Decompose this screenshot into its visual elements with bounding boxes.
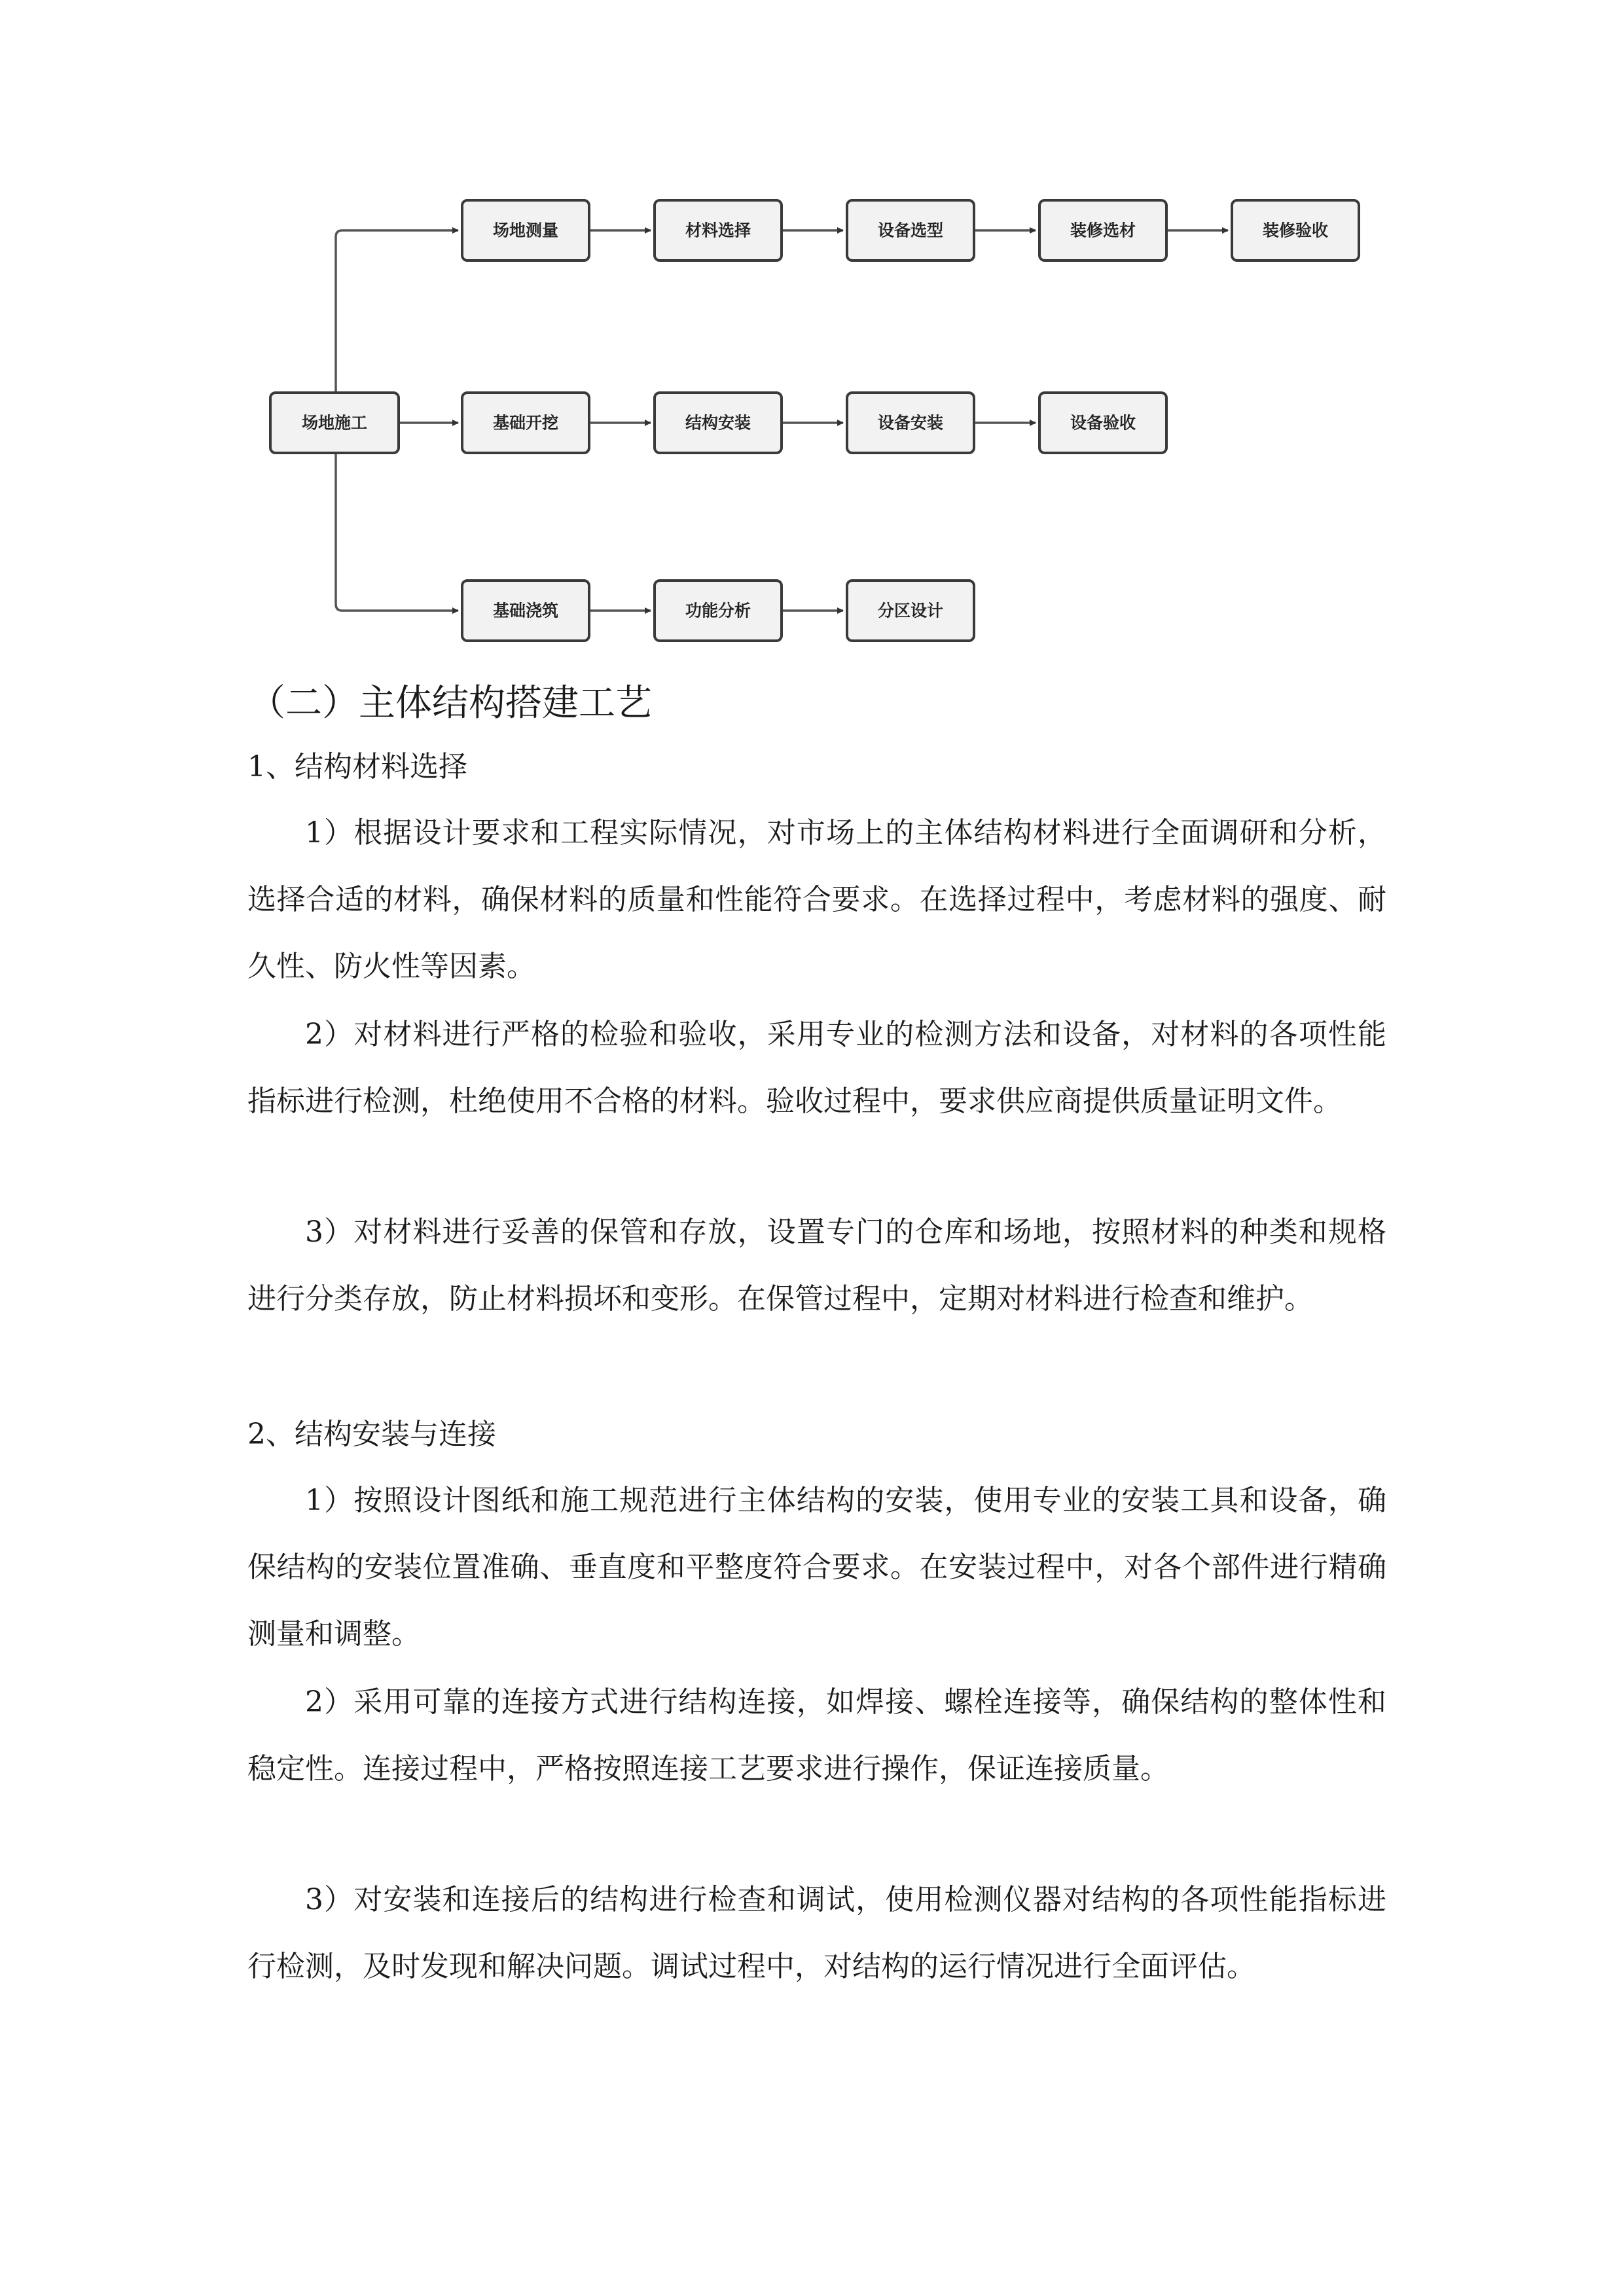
paragraph: 3）对材料进行妥善的保管和存放，设置专门的仓库和场地，按照材料的种类和规格进行分类存放，防止材料损坏和变形。在保管过程中，定期对材料进行检查和维护。 <box>247 1215 1386 1316</box>
svg-text:装修验收: 装修验收 <box>1262 221 1329 240</box>
flow-node <box>655 581 782 641</box>
svg-text:功能分析: 功能分析 <box>685 601 751 620</box>
svg-text:材料选择: 材料选择 <box>685 221 751 240</box>
paragraph: 2）对材料进行严格的检验和验收，采用专业的检测方法和设备，对材料的各项性能指标进行检测，杜绝使用不合格的材料。验收过程中，要求供应商提供质量证明文件。 <box>247 1018 1386 1118</box>
subsection-title: 1、结构材料选择 <box>247 750 467 783</box>
edge-root-row3 <box>336 453 458 611</box>
flow-node <box>655 200 782 260</box>
paragraph: 3）对安装和连接后的结构进行检查和调试，使用检测仪器对结构的各项性能指标进行检测，及时发现和解决问题。调试过程中，对结构的运行情况进行全面评估。 <box>247 1883 1386 1983</box>
svg-text:设备选型: 设备选型 <box>877 221 944 240</box>
subsection-title: 2、结构安装与连接 <box>247 1418 496 1451</box>
svg-text:基础开挖: 基础开挖 <box>492 413 559 433</box>
flow-node <box>462 393 589 453</box>
flow-node <box>1232 200 1359 260</box>
svg-text:设备验收: 设备验收 <box>1070 413 1136 433</box>
edge-root-row1 <box>336 230 458 393</box>
section-heading: （二）主体结构搭建工艺 <box>249 682 652 725</box>
flow-node <box>1039 200 1166 260</box>
flow-node <box>847 581 974 641</box>
flow-node <box>847 200 974 260</box>
svg-text:场地测量: 场地测量 <box>492 221 559 240</box>
svg-text:设备安装: 设备安装 <box>877 413 944 433</box>
flow-node <box>462 581 589 641</box>
svg-text:结构安装: 结构安装 <box>685 413 751 433</box>
flow-node <box>462 200 589 260</box>
flow-node-root <box>270 393 399 453</box>
paragraph: 2）采用可靠的连接方式进行结构连接，如焊接、螺栓连接等，确保结构的整体性和稳定性。连接过程中，严格按照连接工艺要求进行操作，保证连接质量。 <box>247 1685 1386 1785</box>
process-flowchart <box>0 0 1624 661</box>
flow-node <box>847 393 974 453</box>
svg-text:基础浇筑: 基础浇筑 <box>492 601 559 620</box>
svg-text:分区设计: 分区设计 <box>877 601 944 620</box>
flow-node <box>655 393 782 453</box>
paragraph: 1）按照设计图纸和施工规范进行主体结构的安装，使用专业的安装工具和设备，确保结构的安装位置准确、垂直度和平整度符合要求。在安装过程中，对各个部件进行精确测量和调整。 <box>247 1484 1386 1651</box>
svg-text:装修选材: 装修选材 <box>1070 221 1136 240</box>
flow-node <box>1039 393 1166 453</box>
paragraph: 1）根据设计要求和工程实际情况，对市场上的主体结构材料进行全面调研和分析，选择合适的材料，确保材料的质量和性能符合要求。在选择过程中，考虑材料的强度、耐久性、防火性等因素。 <box>247 816 1386 983</box>
svg-text:场地施工: 场地施工 <box>301 413 368 433</box>
